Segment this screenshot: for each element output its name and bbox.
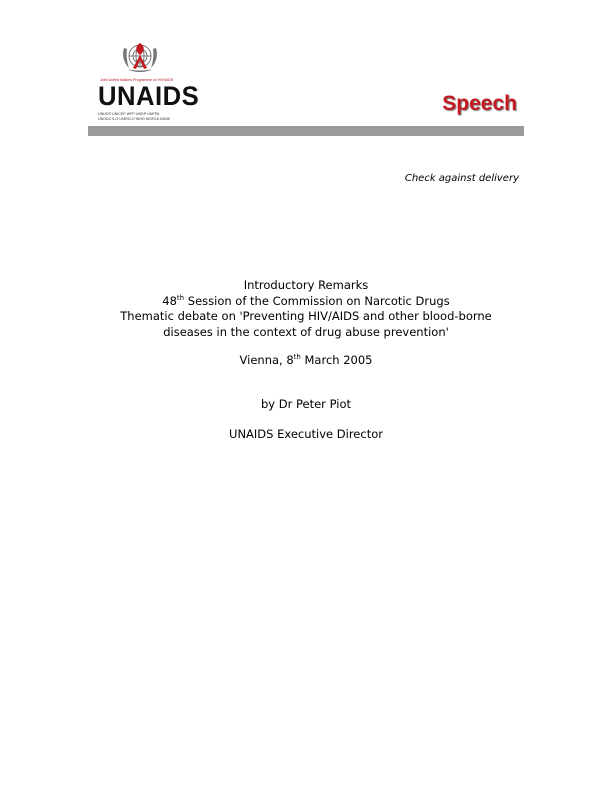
- author-line: by Dr Peter Piot: [261, 396, 351, 411]
- title-line-2: 48th Session of the Commission on Narcotic Drugs: [162, 293, 450, 308]
- logo-cosponsors-line-1: UNHCR·UNICEF·WFP·UNDP·UNFPA: [98, 112, 160, 116]
- un-emblem-icon: [118, 38, 162, 78]
- title-line-3: Thematic debate on 'Preventing HIV/AIDS and other blood-borne: [120, 309, 492, 324]
- title-line-4: diseases in the context of drug abuse prevention': [163, 324, 449, 339]
- logo-cosponsors-line-2: UNODC·ILO·UNESCO·WHO·WORLD BANK: [98, 117, 171, 121]
- logo-wordmark: UNAIDS: [98, 81, 200, 111]
- header-divider: [88, 126, 524, 136]
- logo-tagline: Joint United Nations Programme on HIV/AIDS: [100, 78, 174, 82]
- date-line: Vienna, 8th March 2005: [239, 353, 373, 368]
- title-block: [88, 278, 524, 442]
- unaids-logo: [96, 38, 200, 122]
- title-line-1: Introductory Remarks: [243, 278, 369, 292]
- document-type-heading: Speech: [442, 92, 517, 115]
- author-role: UNAIDS Executive Director: [229, 426, 383, 441]
- delivery-note: Check against delivery: [404, 173, 519, 184]
